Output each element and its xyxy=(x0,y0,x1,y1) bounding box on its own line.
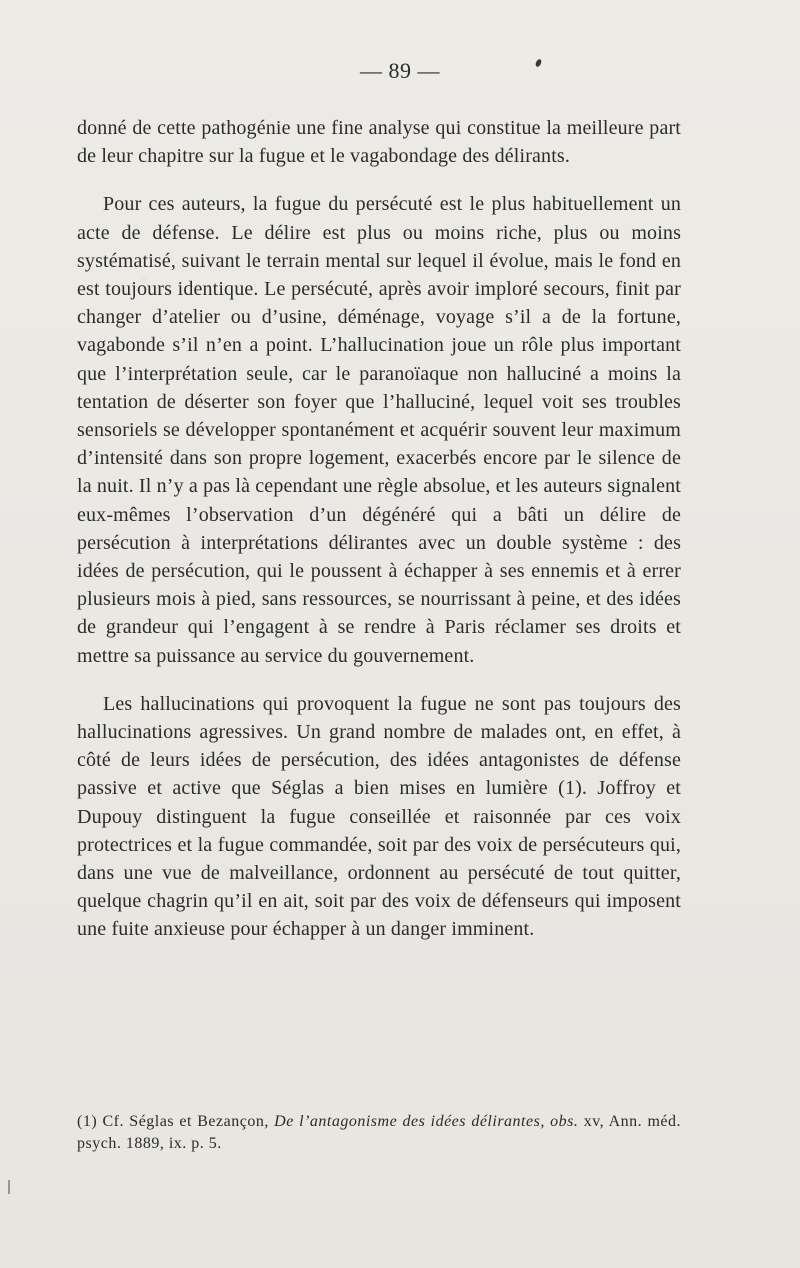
footnote-title: De l’antagonisme des idées délirantes, obs. xyxy=(274,1113,579,1130)
page-number: — 89 — xyxy=(360,58,440,83)
footnote-lead: (1) Cf. Séglas et Bezançon, xyxy=(77,1113,275,1130)
footnote-rest: xv, Ann. méd. psych. 1889, ix. p. 5. xyxy=(77,1113,682,1152)
paragraph-2: Pour ces auteurs, la fugue du persécuté est le plus habituellement un acte de défense. Le délire est plus ou moins riche, plus ou moins systématisé, suivant le terrain mental sur lequel il évolue, mais le fond en est toujours identique. Le persécuté, après avoir imploré secours, finit par changer d’atelier ou d’usine, déménage, voyage s’il a de la fortune, vagabonde s’il n’en a point. L’hallucination joue un rôle plus important que l’interprétation seule, car le paranoïaque non halluciné a moins la tentation de déserter son foyer que l’halluciné, lequel voit ses troubles sensoriels se développer spontanément et acquérir souvent leur maximum d’intensité dans son propre logement, exacerbés encore par le silence de la nuit. Il n’y a pas là cependant une règle absolue, et les auteurs signalent eux-mêmes l’observation d’un dégénéré qui a bâti un délire de persécution à interprétations délirantes avec un double système : des idées de persécution, qui le poussent à échapper à ses ennemis et à errer plusieurs mois à pied, sans ressources, se nourrissant à peine, et des idées de grandeur qui l’engagent à se rendre à Paris réclamer ses droits et mettre sa puissance au service du gouvernement. xyxy=(77,193,681,667)
body-text xyxy=(77,114,681,944)
footnote xyxy=(77,1111,681,1155)
edge-mark xyxy=(8,1180,10,1194)
paragraph-3: Les hallucinations qui provoquent la fugue ne sont pas toujours des hallucinations agressives. Un grand nombre de malades ont, en effet, à côté de leurs idées de persécution, des idées antagonistes de défense passive et active que Séglas a bien mises en lumière (1). Joffroy et Dupouy distinguent la fugue conseillée et raisonnée par ces voix protectrices et la fugue commandée, soit par des voix de persécuteurs qui, dans une vue de malveillance, ordonnent au persécuté de tout quitter, quelque chagrin qu’il en ait, soit par des voix de défenseurs qui imposent une fuite anxieuse pour échapper à un danger imminent. xyxy=(77,692,681,941)
paragraph-1: donné de cette pathogénie une fine analyse qui constitue la meilleure part de leur chapitre sur la fugue et le vagabondage des délirants. xyxy=(77,117,681,168)
